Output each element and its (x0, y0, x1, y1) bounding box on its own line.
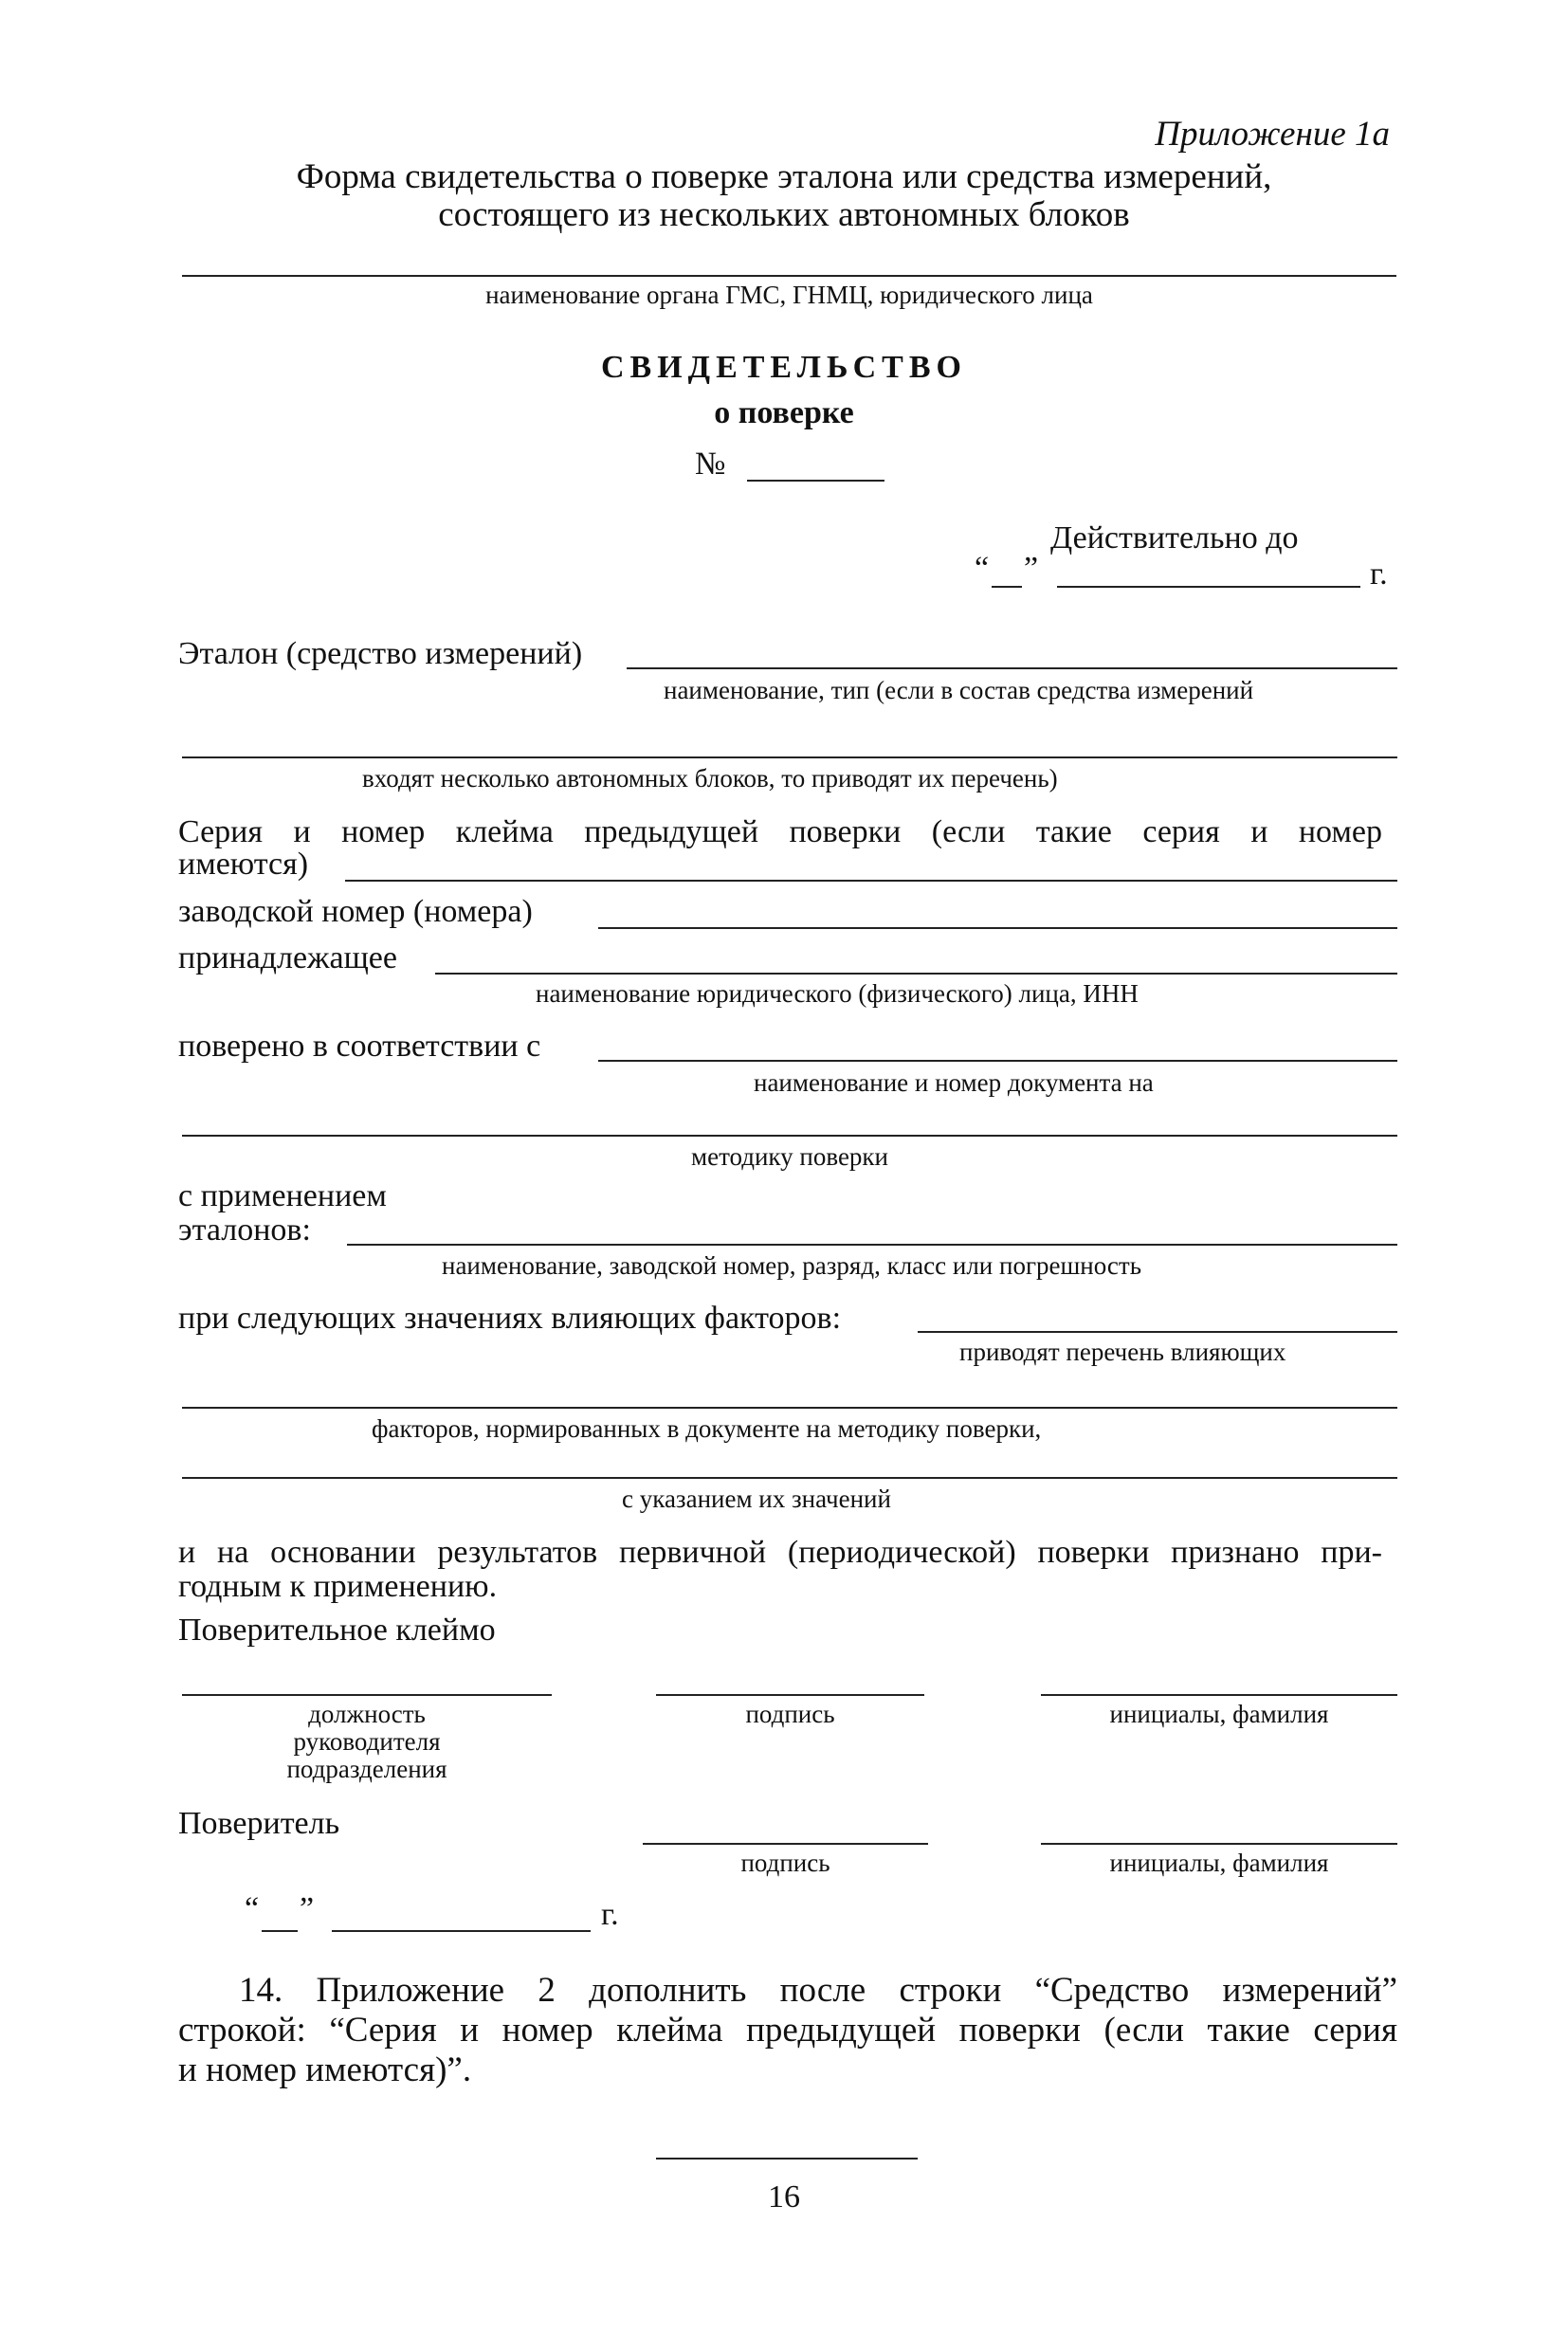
organization-caption: наименование органа ГМС, ГНМЦ, юридического лица (485, 281, 1093, 309)
form-title-line2: состоящего из нескольких автономных блоков (438, 195, 1130, 234)
head-position-caption-2: руководителя (293, 1727, 441, 1756)
etalon-label: Эталон (средство измерений) (178, 636, 583, 671)
verified-caption-2: методику поверки (691, 1142, 888, 1171)
serial-line (598, 927, 1397, 929)
valid-day-line (992, 586, 1022, 588)
standards-label-1: с применением (178, 1178, 387, 1213)
standards-caption: наименование, заводской номер, разряд, класс или погрешность (442, 1251, 1142, 1280)
head-position-caption-3: подразделения (286, 1755, 447, 1783)
certificate-subheading: о поверке (714, 395, 854, 430)
etalon-line-2 (182, 756, 1397, 758)
conclusion-line-2: годным к применению. (178, 1569, 498, 1604)
organization-line (182, 275, 1396, 277)
factors-line-3 (182, 1477, 1397, 1479)
sign-day-close-quote: ” (300, 1891, 315, 1926)
series-line-2: имеются) (178, 847, 309, 882)
verifier-initials-caption: инициалы, фамилия (1109, 1849, 1329, 1877)
factors-line (918, 1331, 1397, 1333)
verified-line (598, 1060, 1397, 1062)
certificate-number-line (747, 480, 884, 482)
head-initials-caption: инициалы, фамилия (1109, 1700, 1329, 1728)
valid-until-label: Действительно до (1050, 520, 1299, 556)
etalon-line (627, 667, 1397, 669)
serial-label: заводской номер (номера) (178, 894, 533, 929)
owner-caption: наименование юридического (физического) лица, ИНН (536, 979, 1139, 1008)
standards-label-2: эталонов: (178, 1212, 311, 1248)
conclusion-line-1: и на основании результатов первичной (периодической) поверки признано при- (178, 1535, 1382, 1570)
head-signature-caption: подпись (745, 1700, 835, 1728)
series-line (345, 880, 1397, 882)
stamp-label: Поверительное клеймо (178, 1613, 496, 1648)
valid-day-open-quote: “ (975, 551, 990, 586)
factors-line-2 (182, 1407, 1397, 1409)
valid-day-close-quote: ” (1024, 551, 1039, 586)
certificate-number-label: № (695, 447, 726, 482)
verified-line-2 (182, 1135, 1397, 1137)
standards-line (347, 1244, 1397, 1246)
amendment-line-2: строкой: “Серия и номер клейма предыдущей поверки (если такие серия (178, 2011, 1397, 2050)
factors-label: при следующих значениях влияющих факторов: (178, 1301, 842, 1336)
series-line-1: Серия и номер клейма предыдущей поверки (если такие серия и номер (178, 814, 1382, 849)
head-initials-line (1041, 1694, 1397, 1696)
verifier-initials-line (1041, 1843, 1397, 1845)
amendment-line-1: 14. Приложение 2 дополнить после строки “Средство измерений” (239, 1971, 1397, 2010)
head-position-caption-1: должность (308, 1700, 426, 1728)
form-title-line1: Форма свидетельства о поверке эталона или средства измерений, (296, 157, 1272, 196)
head-position-line (182, 1694, 552, 1696)
factors-caption-3: с указанием их значений (622, 1485, 891, 1513)
sign-day-line (262, 1930, 298, 1932)
sign-year-suffix: г. (601, 1897, 619, 1932)
factors-caption-2: факторов, нормированных в документе на методику поверки, (372, 1414, 1042, 1443)
head-signature-line (656, 1694, 924, 1696)
etalon-caption-2: входят несколько автономных блоков, то приводят их перечень) (362, 764, 1058, 793)
sign-day-open-quote: “ (245, 1891, 260, 1926)
verifier-signature-line (643, 1843, 928, 1845)
valid-date-line (1057, 586, 1360, 588)
verifier-signature-caption: подпись (740, 1849, 830, 1877)
owner-label: принадлежащее (178, 940, 397, 975)
owner-line (435, 973, 1397, 975)
valid-year-suffix: г. (1370, 556, 1388, 592)
certificate-heading: СВИДЕТЕЛЬСТВО (601, 350, 967, 385)
verified-label: поверено в соответствии с (178, 1029, 541, 1064)
etalon-caption-1: наименование, тип (если в состав средства измерений (664, 676, 1254, 704)
amendment-line-3: и номер имеются)”. (178, 2050, 472, 2089)
appendix-label: Приложение 1а (1155, 115, 1390, 154)
factors-caption-1: приводят перечень влияющих (959, 1338, 1286, 1366)
verifier-label: Поверитель (178, 1806, 340, 1841)
verified-caption-1: наименование и номер документа на (754, 1068, 1154, 1097)
page-number: 16 (768, 2179, 800, 2214)
footer-divider (656, 2158, 918, 2160)
sign-date-line (332, 1930, 591, 1932)
